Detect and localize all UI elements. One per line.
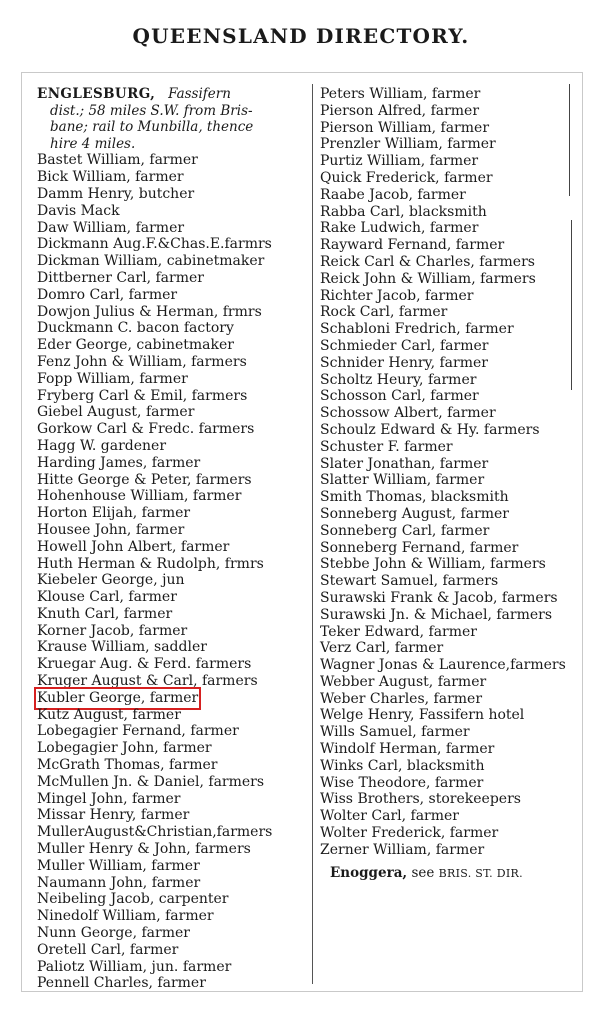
entry-text: McMullen Jn. & Daniel, farmers xyxy=(37,773,265,790)
section-desc-1: Fassifern xyxy=(168,86,231,102)
directory-entry xyxy=(37,606,311,623)
entry-text: Bick William, farmer xyxy=(37,169,184,186)
entry-text: Mingel John, farmer xyxy=(37,790,181,807)
entry-text: Schabloni Fredrich, farmer xyxy=(320,321,514,338)
entry-text: McGrath Thomas, farmer xyxy=(37,757,218,774)
directory-entry xyxy=(37,556,311,573)
entry-text: Teker Edward, farmer xyxy=(320,623,477,640)
directory-entry xyxy=(320,288,572,305)
entry-text: Windolf Herman, farmer xyxy=(320,741,495,758)
directory-entry xyxy=(37,858,311,875)
entry-text: Sonneberg Carl, farmer xyxy=(320,522,490,539)
directory-entry xyxy=(320,573,572,590)
entry-text: Kiebeler George, jun xyxy=(37,572,185,589)
entry-text: Oretell Carl, farmer xyxy=(37,941,179,958)
entry-text: Fryberg Carl & Emil, farmers xyxy=(37,387,248,404)
page-title: QUEENSLAND DIRECTORY. xyxy=(132,24,470,48)
entry-text: Nunn George, farmer xyxy=(37,925,190,942)
directory-entry xyxy=(37,824,311,841)
right-column xyxy=(320,86,572,881)
entry-text: Paliotz William, jun. farmer xyxy=(37,958,232,975)
directory-entry xyxy=(320,321,572,338)
entry-text: Hohenhouse William, farmer xyxy=(37,488,242,505)
entry-text: Stewart Samuel, farmers xyxy=(320,573,499,590)
entry-text: Horton Elijah, farmer xyxy=(37,505,191,522)
directory-entry xyxy=(320,523,572,540)
entry-text: Dickman William, cabinetmaker xyxy=(37,253,265,270)
directory-entry xyxy=(37,740,311,757)
directory-entry xyxy=(37,169,311,186)
entry-text: Slater Jonathan, farmer xyxy=(320,455,489,472)
entry-text: Rock Carl, farmer xyxy=(320,304,448,321)
directory-entry xyxy=(320,439,572,456)
entry-text: Wiss Brothers, storekeepers xyxy=(320,791,521,808)
entry-text: Hitte George & Peter, farmers xyxy=(37,471,252,488)
entry-text: Sonneberg August, farmer xyxy=(320,505,509,522)
directory-entry xyxy=(37,875,311,892)
directory-entry xyxy=(320,86,572,103)
entry-text: Pierson William, farmer xyxy=(320,119,490,136)
directory-entry xyxy=(320,657,572,674)
directory-entry xyxy=(320,758,572,775)
entry-text: Giebel August, farmer xyxy=(37,404,195,421)
column-divider xyxy=(312,84,313,984)
directory-entry xyxy=(37,959,311,976)
entry-text: Richter Jacob, farmer xyxy=(320,287,474,304)
directory-entry xyxy=(320,540,572,557)
entry-text: Surawski Jn. & Michael, farmers xyxy=(320,606,553,623)
directory-entry xyxy=(320,338,572,355)
entry-text: Pennell Charles, farmer xyxy=(37,975,206,992)
directory-entry xyxy=(37,421,311,438)
entry-text: Huth Herman & Rudolph, frmrs xyxy=(37,555,264,572)
entry-text: Krause William, saddler xyxy=(37,639,207,656)
entry-text: MullerAugust&Christian,farmers xyxy=(37,824,273,841)
entry-text: Korner Jacob, farmer xyxy=(37,622,188,639)
entry-text: Fopp William, farmer xyxy=(37,370,188,387)
directory-entry xyxy=(37,203,311,220)
directory-entry xyxy=(320,775,572,792)
cross-reference-see: see xyxy=(411,864,435,881)
left-entry-list xyxy=(37,152,311,992)
directory-entry xyxy=(320,136,572,153)
directory-entry xyxy=(37,908,311,925)
section-header xyxy=(37,86,311,152)
entry-text: Ninedolf William, farmer xyxy=(37,908,214,925)
entry-text: Dittberner Carl, farmer xyxy=(37,269,204,286)
directory-entry xyxy=(320,388,572,405)
cross-reference-name: Enoggera, xyxy=(330,864,408,881)
entry-text: Eder George, cabinetmaker xyxy=(37,337,234,354)
entry-text: Stebbe John & William, farmers xyxy=(320,556,546,573)
directory-entry xyxy=(320,456,572,473)
entry-text: Klouse Carl, farmer xyxy=(37,589,177,606)
entry-text: Neibeling Jacob, carpenter xyxy=(37,891,229,908)
directory-entry xyxy=(37,841,311,858)
entry-text: Lobegagier John, farmer xyxy=(37,740,212,757)
directory-entry xyxy=(37,186,311,203)
entry-text: Scholtz Heury, farmer xyxy=(320,371,477,388)
directory-entry xyxy=(37,455,311,472)
section-desc-4: hire 4 miles. xyxy=(50,135,136,152)
entry-text: Winks Carl, blacksmith xyxy=(320,757,485,774)
directory-entry xyxy=(37,152,311,169)
entry-text: Bastet William, farmer xyxy=(37,152,198,169)
entry-text: Lobegagier Fernand, farmer xyxy=(37,723,239,740)
directory-entry xyxy=(37,925,311,942)
directory-entry xyxy=(37,488,311,505)
entry-text: Hagg W. gardener xyxy=(37,437,167,454)
section-desc-3: bane; rail to Munbilla, thence xyxy=(50,119,254,136)
directory-entry xyxy=(37,891,311,908)
directory-entry xyxy=(37,438,311,455)
directory-entry xyxy=(37,572,311,589)
entry-text: Schossow Albert, farmer xyxy=(320,405,496,422)
directory-entry xyxy=(37,639,311,656)
directory-entry xyxy=(37,320,311,337)
directory-entry xyxy=(320,153,572,170)
entry-text: Knuth Carl, farmer xyxy=(37,605,173,622)
directory-entry xyxy=(37,388,311,405)
entry-text: Missar Henry, farmer xyxy=(37,807,190,824)
entry-text: Quick Frederick, farmer xyxy=(320,169,493,186)
directory-entry xyxy=(37,656,311,673)
directory-entry xyxy=(320,842,572,859)
entry-text: Surawski Frank & Jacob, farmers xyxy=(320,589,558,606)
directory-entry xyxy=(320,489,572,506)
entry-text: Howell John Albert, farmer xyxy=(37,538,230,555)
directory-entry xyxy=(320,808,572,825)
directory-entry xyxy=(37,623,311,640)
directory-entry xyxy=(320,204,572,221)
entry-text: Muller Henry & John, farmers xyxy=(37,841,251,858)
entry-text: Purtiz William, farmer xyxy=(320,153,479,170)
directory-entry xyxy=(37,707,311,724)
cross-reference xyxy=(320,865,572,881)
entry-text: Verz Carl, farmer xyxy=(320,640,444,657)
directory-entry xyxy=(37,791,311,808)
entry-text: Schosson Carl, farmer xyxy=(320,388,479,405)
directory-entry xyxy=(37,757,311,774)
directory-entry xyxy=(37,472,311,489)
directory-entry xyxy=(320,237,572,254)
directory-entry xyxy=(37,589,311,606)
directory-entry xyxy=(37,287,311,304)
entry-text: Muller William, farmer xyxy=(37,857,200,874)
directory-entry xyxy=(320,791,572,808)
entry-text: Kutz August, farmer xyxy=(37,706,181,723)
entry-text: Dowjon Julius & Herman, frmrs xyxy=(37,303,262,320)
directory-entry xyxy=(320,120,572,137)
directory-entry xyxy=(37,539,311,556)
entry-text: Kruger August & Carl, farmers xyxy=(37,673,258,690)
entry-text: Schmieder Carl, farmer xyxy=(320,337,489,354)
entry-text: Dickmann Aug.F.&Chas.E.farmrs xyxy=(37,236,272,253)
directory-entry xyxy=(320,556,572,573)
directory-entry xyxy=(320,170,572,187)
directory-entry xyxy=(320,271,572,288)
section-desc-2: dist.; 58 miles S.W. from Bris- xyxy=(50,102,253,119)
directory-entry xyxy=(37,975,311,992)
entry-text: Pierson Alfred, farmer xyxy=(320,102,480,119)
directory-entry xyxy=(320,472,572,489)
directory-entry xyxy=(37,220,311,237)
highlighted-entry: Kubler George, farmer xyxy=(37,689,199,706)
entry-text: Rake Ludwich, farmer xyxy=(320,220,479,237)
entry-text: Domro Carl, farmer xyxy=(37,286,178,303)
directory-entry xyxy=(320,355,572,372)
entry-text: Housee John, farmer xyxy=(37,521,185,538)
directory-entry xyxy=(37,942,311,959)
entry-text: Raabe Jacob, farmer xyxy=(320,186,466,203)
entry-text: Wolter Frederick, farmer xyxy=(320,825,499,842)
entry-text: Wolter Carl, farmer xyxy=(320,808,460,825)
entry-text: Naumann John, farmer xyxy=(37,874,201,891)
directory-entry xyxy=(320,825,572,842)
directory-entry xyxy=(320,741,572,758)
directory-entry xyxy=(37,404,311,421)
directory-entry xyxy=(320,103,572,120)
directory-entry xyxy=(37,304,311,321)
entry-text: Gorkow Carl & Fredc. farmers xyxy=(37,421,255,438)
directory-entry xyxy=(37,253,311,270)
entry-text: Smith Thomas, blacksmith xyxy=(320,489,509,506)
directory-entry xyxy=(37,522,311,539)
directory-entry xyxy=(320,624,572,641)
directory-entry xyxy=(320,304,572,321)
directory-entry xyxy=(37,774,311,791)
directory-entry xyxy=(320,422,572,439)
entry-text: Schoulz Edward & Hy. farmers xyxy=(320,421,540,438)
entry-text: Davis Mack xyxy=(37,202,120,219)
directory-entry xyxy=(37,354,311,371)
directory-entry xyxy=(320,506,572,523)
left-column xyxy=(37,86,311,992)
entry-text: Damm Henry, butcher xyxy=(37,185,195,202)
entry-text: Webber August, farmer xyxy=(320,673,487,690)
directory-entry xyxy=(320,707,572,724)
entry-text: Wills Samuel, farmer xyxy=(320,724,470,741)
directory-entry xyxy=(37,505,311,522)
entry-text: Reick Carl & Charles, farmers xyxy=(320,253,535,270)
directory-entry xyxy=(37,236,311,253)
directory-entry xyxy=(320,372,572,389)
entry-text: Duckmann C. bacon factory xyxy=(37,320,234,337)
entry-text: Zerner William, farmer xyxy=(320,841,485,858)
directory-entry xyxy=(320,405,572,422)
entry-text: Schuster F. farmer xyxy=(320,438,453,455)
directory-entry xyxy=(37,723,311,740)
entry-text: Prenzler William, farmer xyxy=(320,136,496,153)
entry-text: Welge Henry, Fassifern hotel xyxy=(320,707,525,724)
entry-text: Harding James, farmer xyxy=(37,454,201,471)
entry-text: Wagner Jonas & Laurence,farmers xyxy=(320,657,566,674)
right-entry-list xyxy=(320,86,572,859)
entry-text: Reick John & William, farmers xyxy=(320,270,536,287)
directory-entry xyxy=(320,590,572,607)
entry-text: Rayward Fernand, farmer xyxy=(320,237,505,254)
directory-entry xyxy=(320,674,572,691)
entry-text: Slatter William, farmer xyxy=(320,472,485,489)
entry-text: Fenz John & William, farmers xyxy=(37,353,247,370)
entry-text: Kruegar Aug. & Ferd. farmers xyxy=(37,656,252,673)
directory-entry xyxy=(320,220,572,237)
directory-entry xyxy=(37,270,311,287)
entry-text: Wise Theodore, farmer xyxy=(320,774,484,791)
directory-entry xyxy=(37,673,311,690)
entry-text: Daw William, farmer xyxy=(37,219,185,236)
entry-text: Weber Charles, farmer xyxy=(320,690,483,707)
directory-entry xyxy=(320,187,572,204)
entry-text: Peters William, farmer xyxy=(320,86,481,102)
directory-entry xyxy=(37,807,311,824)
directory-entry xyxy=(320,254,572,271)
directory-entry xyxy=(320,607,572,624)
directory-entry xyxy=(320,640,572,657)
directory-entry xyxy=(37,690,311,707)
cross-reference-target: BRIS. ST. DIR. xyxy=(438,866,523,880)
entry-text: Rabba Carl, blacksmith xyxy=(320,203,487,220)
directory-entry xyxy=(37,371,311,388)
entry-text: Schnider Henry, farmer xyxy=(320,354,488,371)
entry-text: Sonneberg Fernand, farmer xyxy=(320,539,519,556)
directory-entry xyxy=(320,691,572,708)
directory-entry xyxy=(320,724,572,741)
directory-entry xyxy=(37,337,311,354)
section-name: ENGLESBURG, xyxy=(37,86,156,102)
